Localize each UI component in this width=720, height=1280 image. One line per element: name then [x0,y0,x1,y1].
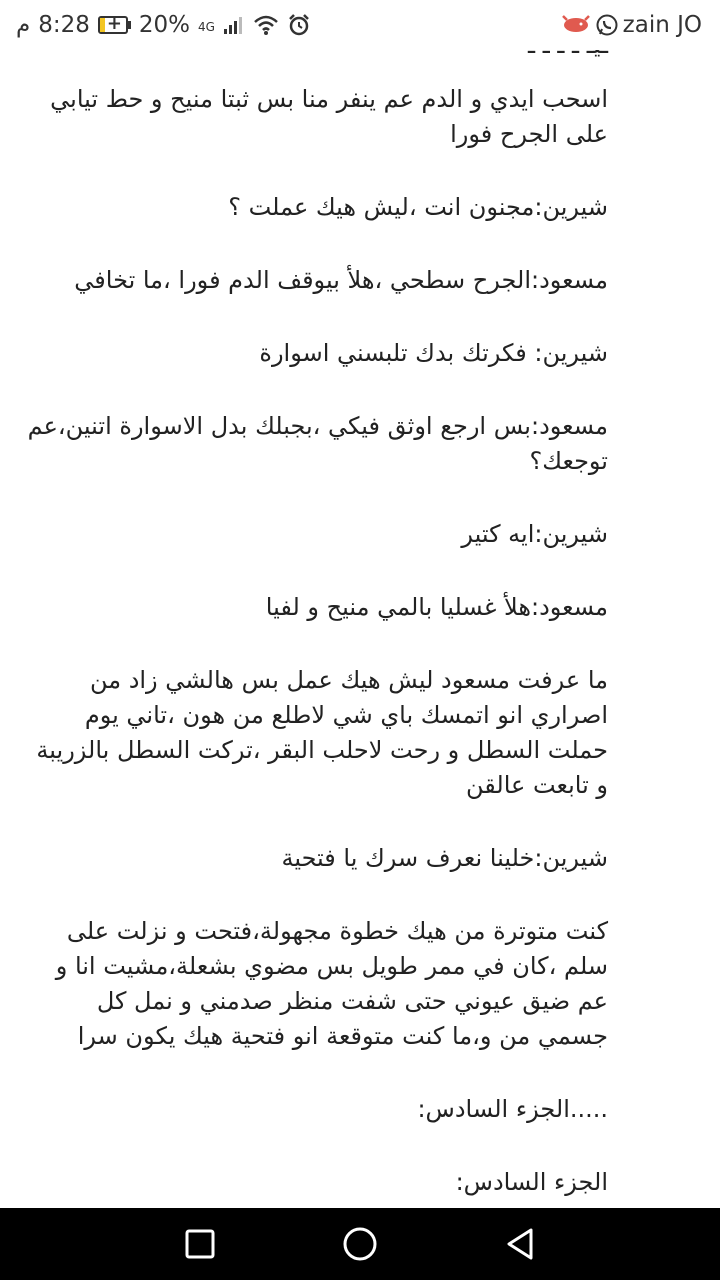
am-pm-label: م [16,12,31,38]
story-paragraph: ما عرفت مسعود ليش هيك عمل بس هالشي زاد من اصراري انو اتمسك باي شي لاطلع من هون ،تاني يوم حملت السطل و رحت لاحلب البقر ،تركت السطل بالزريبة و تابعت عالقن [36,666,608,799]
section-heading: الجزء السادس: [455,1168,608,1196]
carrier-name: zain JO [622,12,702,38]
alarm-icon [287,13,311,37]
story-paragraph: شيرين:مجنون انت ،ليش هيك عملت ؟ [228,193,608,221]
story-paragraph: اسحب ايدي و الدم عم ينفر منا بس ثبتا منيح و حط تيابي على الجرح فورا [50,85,608,148]
wifi-icon [253,14,279,36]
story-paragraph: مسعود:بس ارجع اوثق فيكي ،بجبلك بدل الاسوارة اتنين،عم توجعك؟ [27,412,608,475]
battery-icon: + [98,16,131,34]
status-left [0,12,311,38]
square-icon [184,1228,216,1260]
network-type-label: 4G [198,20,215,34]
story-paragraph: مسعود:الجرح سطحي ،هلأ بيوقف الدم فورا ،ما تخافي [74,266,608,294]
whatsapp-icon [595,13,619,37]
clock: 8:28 [38,12,90,38]
battery-percent: 20% [138,12,191,38]
story-paragraph: شيرين: فكرتك بدك تلبسني اسوارة [259,339,608,367]
back-button[interactable] [496,1220,544,1268]
story-paragraph: شيرين:خلينا نعرف سرك يا فتحية [281,844,608,872]
story-paragraph: كنت متوترة من هيك خطوة مجهولة،فتحت و نزلت على سلم ،كان في ممر طويل بس مضوي بشعلة،مشيت انا و عم ضيق عيوني حتى شفت منظر صدمني و نمل كل جسمي من و،ما كنت متوقعة انو فتحية هيك يكون سرا [55,917,608,1050]
signal-icon [223,15,245,35]
circle-icon [342,1226,378,1262]
section-heading: .....الجزء السادس: [417,1095,608,1123]
triangle-back-icon [504,1227,536,1261]
story-text [0,28,720,1208]
recents-button[interactable] [176,1220,224,1268]
home-button[interactable] [336,1220,384,1268]
notification-bird-icon [561,14,591,36]
navigation-bar [0,1208,720,1280]
status-bar [0,0,720,50]
story-paragraph: مسعود:هلأ غسليا بالمي منيح و لفيا [265,593,608,621]
status-right [561,12,720,38]
story-paragraph: شيرين:ايه كتير [461,520,608,548]
